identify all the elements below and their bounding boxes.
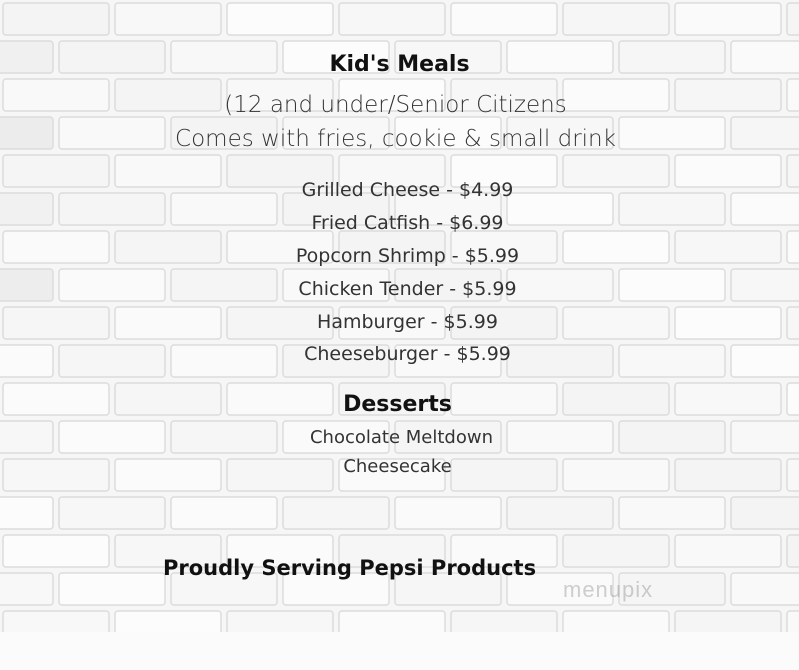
menupix-watermark: menupix xyxy=(563,577,654,602)
kids-includes-note: Comes with fries, cookie & small drink xyxy=(175,126,616,152)
kids-age-note: (12 and under/Senior Citizens xyxy=(224,92,567,118)
kids-item-grilled-cheese: Grilled Cheese - $4.99 xyxy=(301,179,514,201)
footer-strip xyxy=(0,632,799,670)
kids-item-fried-catfish: Fried Catfish - $6.99 xyxy=(311,212,504,234)
dessert-item-cheesecake: Cheesecake xyxy=(343,456,452,477)
kids-item-hamburger: Hamburger - $5.99 xyxy=(317,311,498,333)
kids-item-popcorn-shrimp: Popcorn Shrimp - $5.99 xyxy=(295,245,520,267)
desserts-heading: Desserts xyxy=(343,392,452,417)
pepsi-products-footer: Proudly Serving Pepsi Products xyxy=(163,556,537,580)
kids-item-cheeseburger: Cheeseburger - $5.99 xyxy=(304,343,511,365)
kids-item-chicken-tender: Chicken Tender - $5.99 xyxy=(298,278,517,300)
dessert-item-chocolate-meltdown: Chocolate Meltdown xyxy=(309,427,493,448)
kids-meals-heading: Kid's Meals xyxy=(329,52,470,77)
